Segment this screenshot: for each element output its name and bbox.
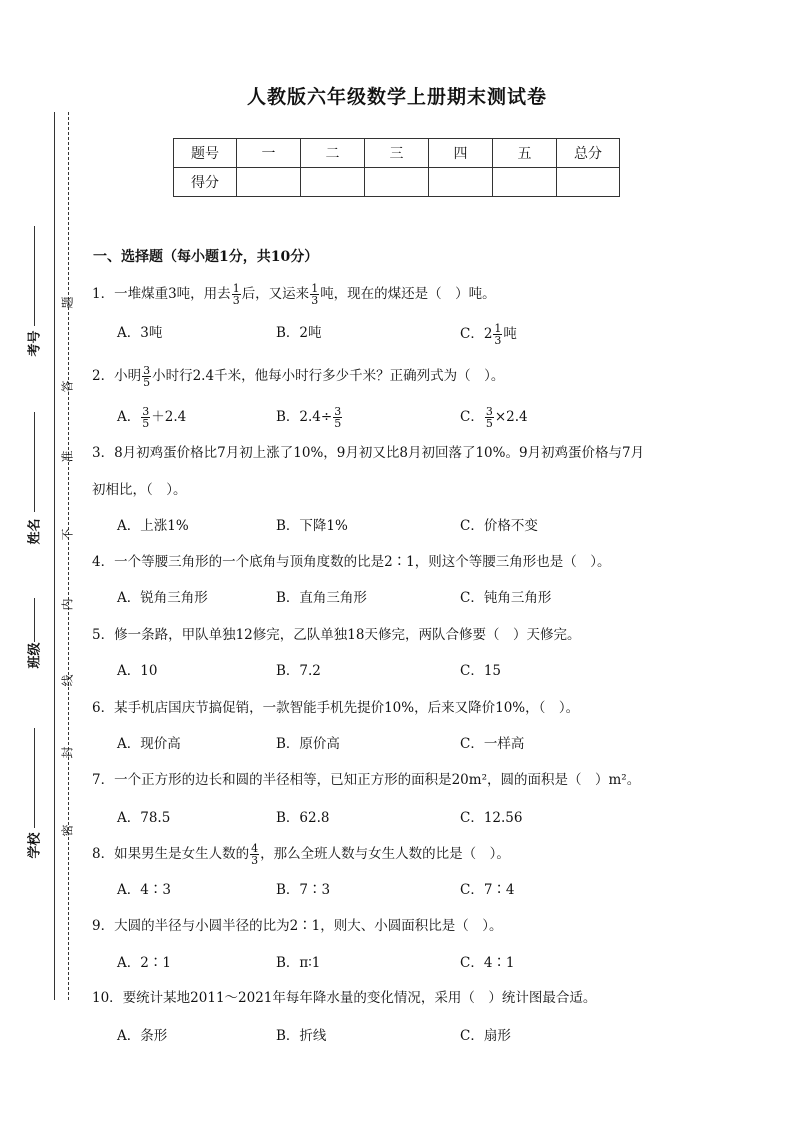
option-text: 吨 [503, 326, 517, 342]
field-line-class[interactable] [34, 598, 35, 642]
field-line-exam-no[interactable] [34, 226, 35, 326]
question-10 [92, 988, 596, 1008]
option-a[interactable]: A．上涨1% [117, 518, 189, 534]
field-line-school[interactable] [34, 728, 35, 828]
question-text: 大圆的半径与小圆半径的比为2∶1，则大、小圆面积比是（ ）。 [114, 918, 503, 934]
option-b[interactable]: B．2吨 [276, 325, 322, 341]
seal-char: 内 [60, 598, 75, 611]
option-b[interactable]: B．原价高 [276, 736, 340, 752]
section-heading: 一、选择题（每小题1分，共10分） [93, 249, 319, 265]
option-c[interactable]: C．7∶4 [460, 882, 515, 898]
option-a[interactable]: A．10 [117, 663, 158, 679]
binding-dashed-line [68, 112, 69, 1000]
option-c[interactable]: C．扇形 [460, 1028, 511, 1044]
table-row-label: 得分 [174, 168, 237, 197]
score-cell[interactable] [237, 168, 301, 197]
option-text: ＋2.4 [151, 409, 187, 425]
denominator: 3 [251, 854, 259, 867]
score-cell[interactable] [429, 168, 493, 197]
denominator: 5 [334, 417, 342, 430]
option-a[interactable]: A．78.5 [117, 810, 171, 826]
field-label-name: 姓名 [27, 518, 43, 545]
option-a[interactable]: A．2∶1 [117, 955, 171, 971]
page-title: 人教版六年级数学上册期末测试卷 [246, 86, 547, 108]
fraction [310, 283, 319, 306]
question-text: 小时行2.4千米，他每小时行多少千米？正确列式为（ ）。 [152, 368, 505, 384]
question-number: 4． [92, 554, 115, 570]
numerator: 1 [311, 282, 319, 295]
numerator: 3 [143, 364, 151, 377]
option-a[interactable] [117, 406, 186, 429]
question-number: 7． [92, 772, 115, 788]
option-c[interactable] [460, 323, 517, 346]
question-text: 一堆煤重3吨，用去 [114, 286, 231, 302]
field-label-class: 班级 [27, 642, 43, 669]
option-text: A． [117, 409, 141, 425]
numerator: 4 [251, 842, 259, 855]
option-c[interactable]: C．12.56 [460, 810, 523, 826]
score-cell[interactable] [301, 168, 365, 197]
question-text: 小明 [114, 368, 142, 384]
numerator: 3 [334, 405, 342, 418]
option-c[interactable]: C．钝角三角形 [460, 590, 552, 606]
question-text: 如果男生是女生人数的 [114, 846, 250, 862]
option-b[interactable]: B．直角三角形 [276, 590, 367, 606]
option-b[interactable]: B．折线 [276, 1028, 327, 1044]
denominator: 5 [142, 417, 150, 430]
question-number: 1． [92, 286, 115, 302]
seal-char: 准 [60, 450, 75, 463]
table-header-cell: 四 [429, 139, 493, 168]
seal-char: 答 [60, 380, 75, 393]
question-number: 9． [92, 918, 115, 934]
option-a[interactable]: A．现价高 [117, 736, 181, 752]
option-b[interactable]: B．π∶1 [276, 955, 321, 971]
denominator: 5 [143, 376, 151, 389]
question-text: 吨，现在的煤还是（ ）吨。 [320, 286, 496, 302]
question-6 [92, 698, 579, 718]
question-5 [92, 625, 580, 645]
numerator: 3 [142, 405, 150, 418]
question-2 [92, 365, 504, 388]
denominator: 3 [311, 294, 319, 307]
option-a[interactable]: A．4∶3 [117, 882, 171, 898]
table-header-cell: 一 [237, 139, 301, 168]
score-cell[interactable] [493, 168, 557, 197]
question-number: 8． [92, 846, 115, 862]
score-cell[interactable] [557, 168, 620, 197]
question-text: 后，又运来 [241, 286, 310, 302]
fraction [250, 843, 259, 866]
table-header-cell: 二 [301, 139, 365, 168]
fraction [493, 323, 502, 346]
question-text: 修一条路，甲队单独12修完，乙队单独18天修完，两队合修要（ ）天修完。 [114, 627, 581, 643]
fraction [232, 283, 241, 306]
table-header-cell: 五 [493, 139, 557, 168]
option-a[interactable]: A．锐角三角形 [117, 590, 208, 606]
question-number: 3． [92, 445, 115, 461]
numerator: 1 [232, 282, 240, 295]
denominator: 3 [494, 334, 502, 347]
option-a[interactable]: A．3吨 [117, 325, 163, 341]
question-text: ，那么全班人数与女生人数的比是（ ）。 [260, 846, 510, 862]
question-9 [92, 916, 503, 936]
binding-solid-line [54, 112, 55, 1000]
seal-char: 题 [60, 296, 75, 309]
field-line-name[interactable] [34, 412, 35, 512]
fraction [485, 406, 494, 429]
seal-char: 密 [60, 824, 75, 837]
table-header-cell: 三 [365, 139, 429, 168]
fraction [333, 406, 342, 429]
seal-char: 封 [60, 746, 75, 759]
fraction [141, 406, 150, 429]
seal-char: 线 [60, 674, 75, 687]
option-text: C．2 [460, 326, 493, 342]
denominator: 5 [485, 417, 493, 430]
option-b[interactable]: B．62.8 [276, 810, 330, 826]
question-text: 某手机店国庆节搞促销，一款智能手机先提价10%，后来又降价10%，（ ）。 [114, 700, 580, 716]
question-number: 10． [92, 990, 123, 1006]
table-header-cell: 题号 [174, 139, 237, 168]
option-a[interactable]: A．条形 [117, 1028, 168, 1044]
table-row [174, 139, 620, 168]
option-c[interactable] [460, 406, 528, 429]
option-text: B．2.4÷ [276, 409, 333, 425]
score-cell[interactable] [365, 168, 429, 197]
option-b[interactable]: B．7∶3 [276, 882, 331, 898]
question-text: 要统计某地2011～2021年每年降水量的变化情况，采用（ ）统计图最合适。 [122, 990, 597, 1006]
seal-char: 不 [60, 528, 75, 541]
table-header-cell: 总分 [557, 139, 620, 168]
question-4 [92, 552, 611, 572]
denominator: 3 [232, 294, 240, 307]
option-text: ×2.4 [494, 409, 528, 425]
option-c[interactable]: C．4∶1 [460, 955, 515, 971]
fraction [142, 365, 151, 388]
question-7 [92, 770, 640, 790]
question-text: 一个正方形的边长和圆的半径相等，已知正方形的面积是20m²，圆的面积是（ ）m²。 [114, 772, 641, 788]
option-c[interactable]: C．一样高 [460, 736, 525, 752]
option-text: C． [460, 409, 484, 425]
question-3 [92, 443, 644, 463]
option-c[interactable]: C．15 [460, 663, 502, 679]
option-b[interactable] [276, 406, 343, 429]
table-row [174, 168, 620, 197]
option-b[interactable]: B．7.2 [276, 663, 321, 679]
option-b[interactable]: B．下降1% [276, 518, 348, 534]
question-3-continued: 初相比，（ ）。 [92, 482, 187, 498]
field-label-school: 学校 [27, 832, 43, 859]
question-8 [92, 843, 510, 866]
question-1 [92, 283, 496, 306]
numerator: 1 [494, 322, 502, 335]
field-label-exam-no: 考号 [27, 330, 43, 357]
question-text: 8月初鸡蛋价格比7月初上涨了10%，9月初又比8月初回落了10%。9月初鸡蛋价格与7月 [114, 445, 645, 461]
question-number: 2． [92, 368, 115, 384]
question-number: 6． [92, 700, 115, 716]
score-table [173, 138, 620, 197]
question-number: 5． [92, 627, 115, 643]
question-text: 一个等腰三角形的一个底角与顶角度数的比是2∶1，则这个等腰三角形也是（ ）。 [114, 554, 611, 570]
numerator: 3 [485, 405, 493, 418]
option-c[interactable]: C．价格不变 [460, 518, 538, 534]
